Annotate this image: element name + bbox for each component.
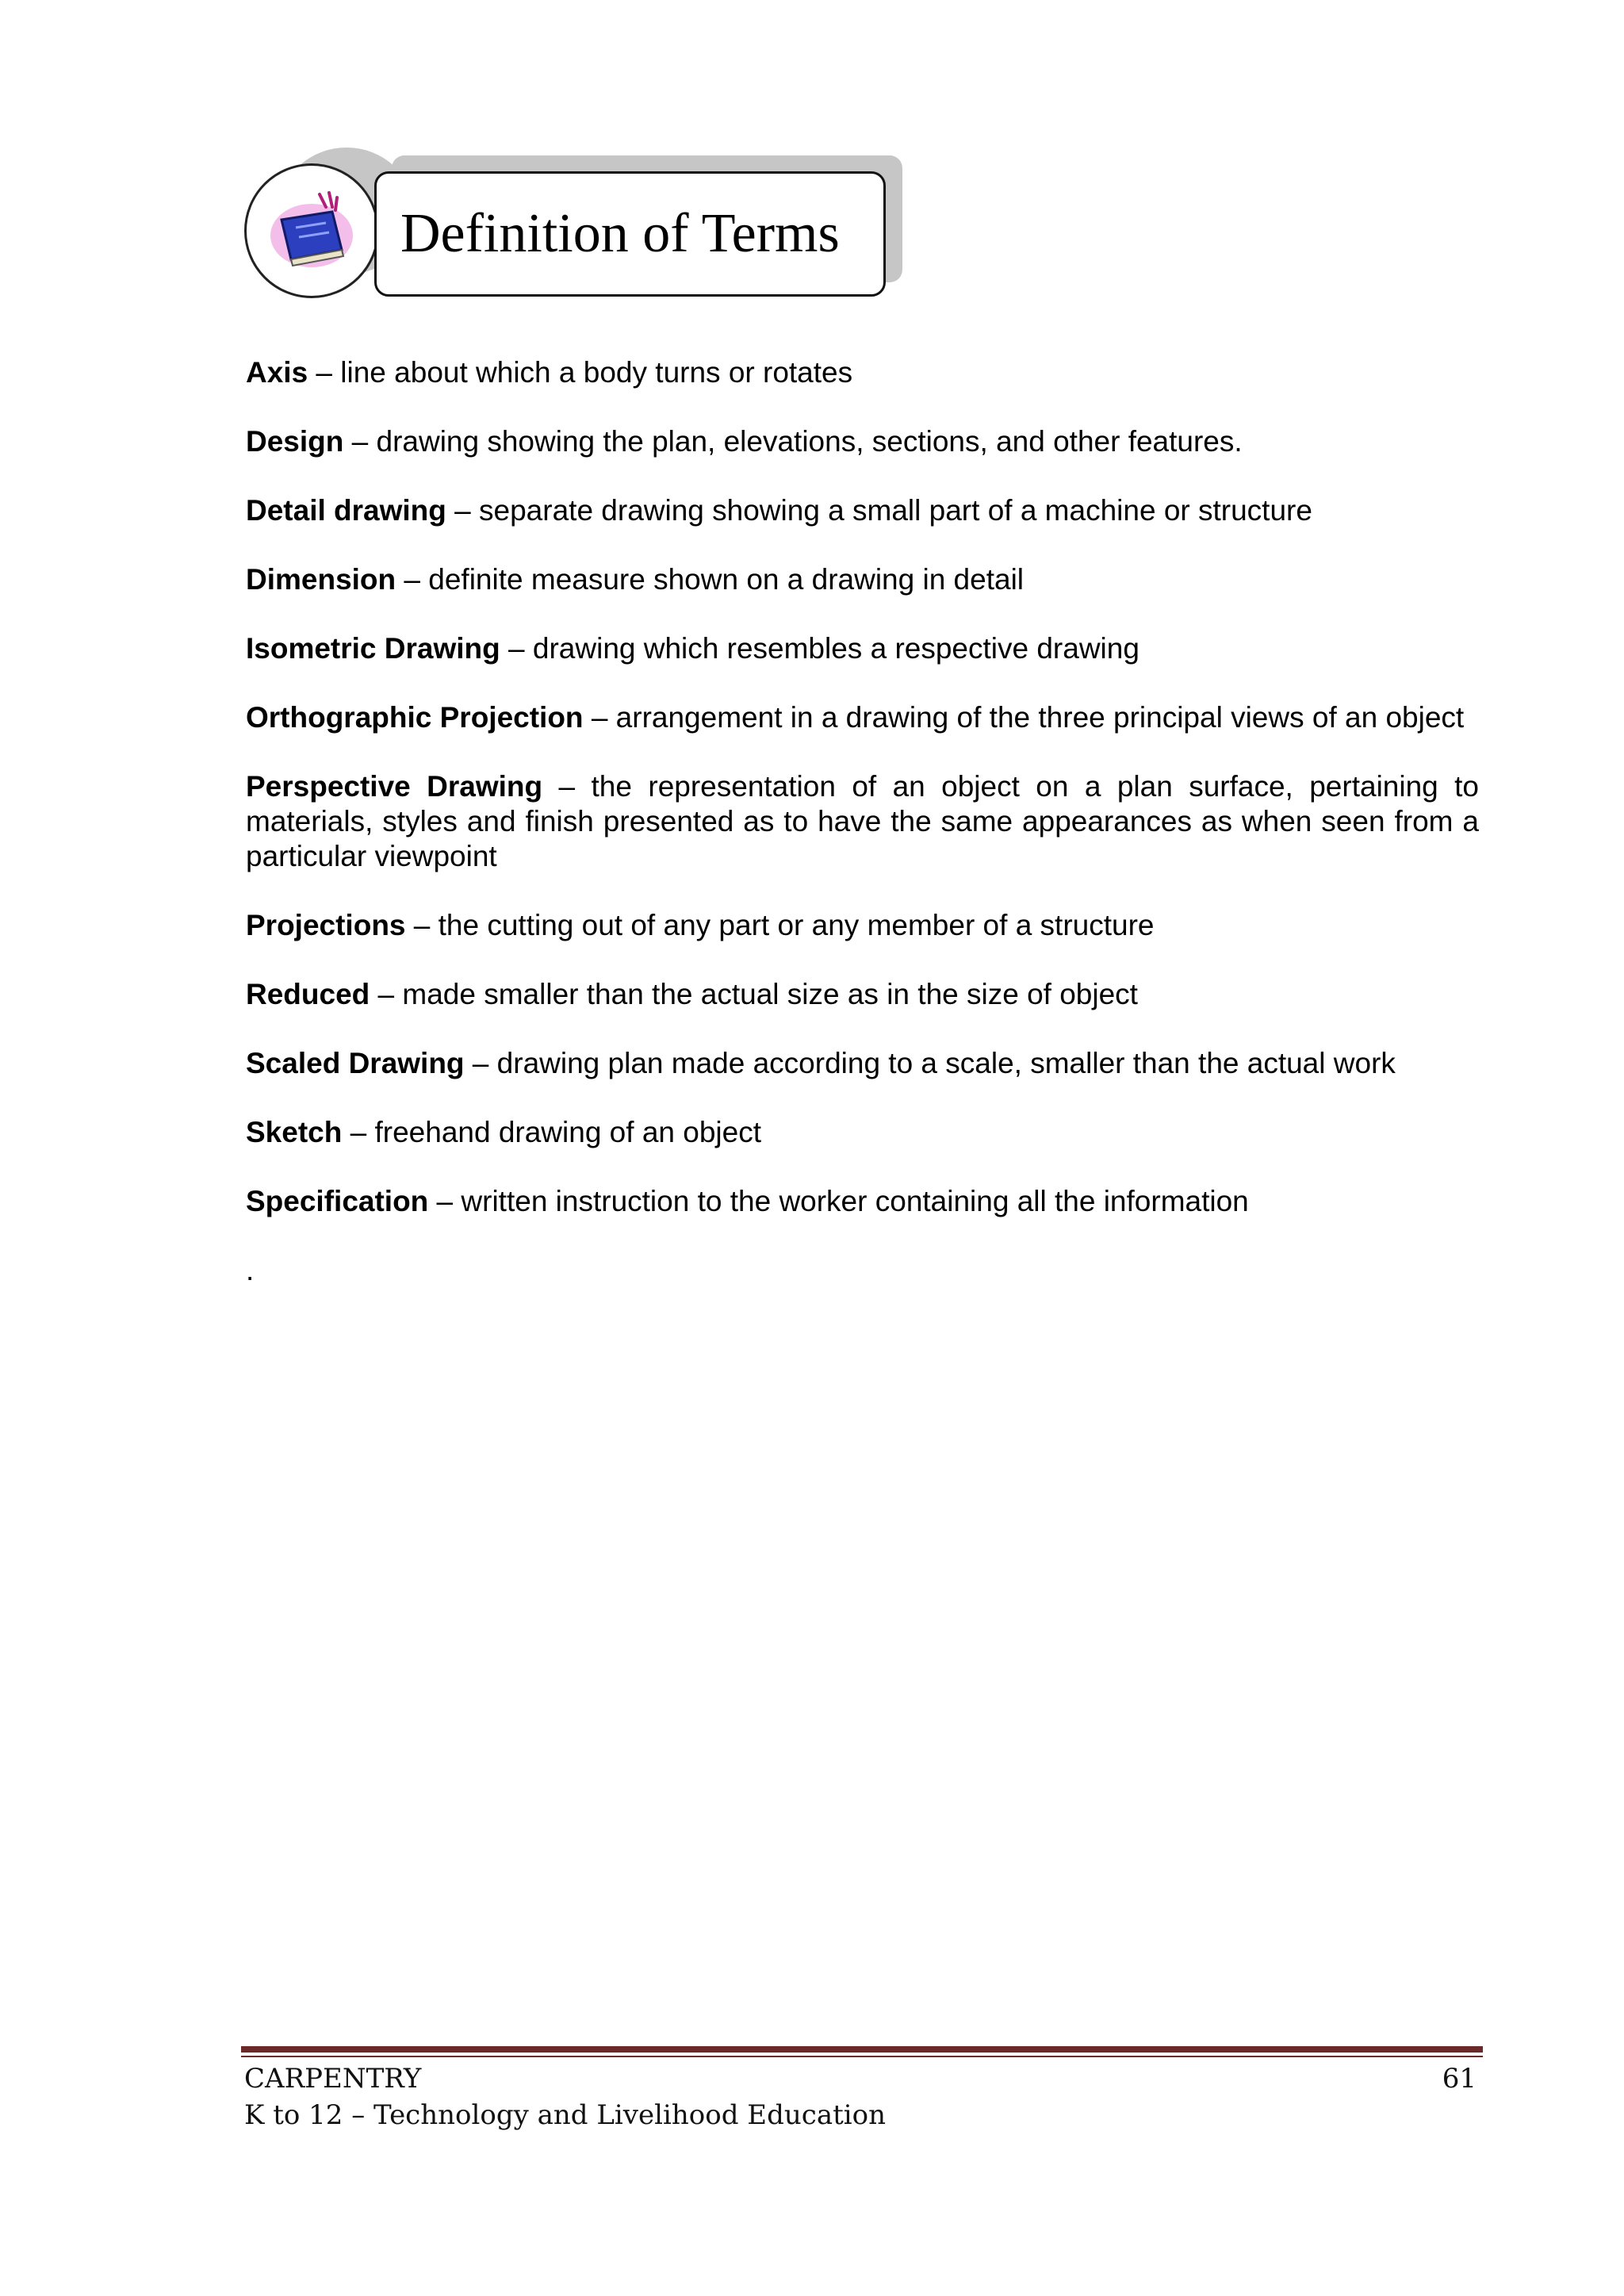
term-definition: – drawing which resembles a respective drawing bbox=[500, 632, 1139, 665]
term-label: Reduced bbox=[246, 978, 370, 1010]
definition-entry bbox=[246, 1115, 1479, 1150]
book-icon bbox=[264, 183, 359, 278]
header-icon-circle bbox=[244, 163, 379, 298]
term-definition: – arrangement in a drawing of the three principal views of an object bbox=[583, 701, 1465, 734]
definition-entry bbox=[246, 977, 1479, 1012]
term-label: Projections bbox=[246, 909, 406, 941]
term-label: Orthographic Projection bbox=[246, 701, 584, 734]
definition-entry bbox=[246, 562, 1479, 597]
section-header bbox=[244, 148, 902, 306]
term-label: Perspective Drawing bbox=[246, 770, 543, 803]
term-label: Isometric Drawing bbox=[246, 632, 500, 665]
definition-entry bbox=[246, 355, 1479, 390]
term-definition: – definite measure shown on a drawing in detail bbox=[396, 563, 1025, 596]
definition-entry bbox=[246, 631, 1479, 666]
page-number: 61 bbox=[1442, 2063, 1477, 2095]
term-definition: – the representation of an object on a plan surface, pertaining to materials, styles and finish presented as to have the same appearances as when seen from a particular viewpoint bbox=[246, 770, 1480, 872]
footer-rule-thin bbox=[241, 2056, 1483, 2057]
term-label: Scaled Drawing bbox=[246, 1047, 465, 1079]
footer-subject: CARPENTRY bbox=[244, 2063, 422, 2095]
trailing-mark: . bbox=[246, 1254, 255, 1286]
definition-entry bbox=[246, 1046, 1479, 1081]
term-definition: – written instruction to the worker containing all the information bbox=[428, 1185, 1249, 1217]
term-definition: – drawing plan made according to a scale, smaller than the actual work bbox=[464, 1047, 1396, 1079]
definition-entry bbox=[246, 493, 1479, 528]
definition-entry bbox=[246, 908, 1479, 943]
term-definition: – the cutting out of any part or any member of a structure bbox=[405, 909, 1155, 941]
page-title: Definition of Terms bbox=[400, 203, 840, 264]
term-definition: – freehand drawing of an object bbox=[342, 1116, 761, 1148]
footer-rule bbox=[241, 2046, 1483, 2053]
title-box bbox=[374, 171, 886, 297]
term-label: Specification bbox=[246, 1185, 429, 1217]
term-label: Design bbox=[246, 425, 344, 458]
definition-entry bbox=[246, 1184, 1479, 1219]
term-label: Detail drawing bbox=[246, 494, 446, 527]
definition-entry bbox=[246, 424, 1479, 459]
definition-entry bbox=[246, 769, 1479, 874]
term-label: Axis bbox=[246, 356, 308, 389]
term-definition: – drawing showing the plan, elevations, sections, and other features. bbox=[343, 425, 1243, 458]
term-definition: – separate drawing showing a small part of a machine or structure bbox=[446, 494, 1312, 527]
term-definition: – line about which a body turns or rotates bbox=[308, 356, 853, 389]
definitions-list bbox=[246, 355, 1479, 1288]
definition-entry bbox=[246, 700, 1479, 735]
footer-left bbox=[244, 2060, 886, 2133]
term-label: Sketch bbox=[246, 1116, 343, 1148]
footer-course: K to 12 – Technology and Livelihood Education bbox=[244, 2099, 886, 2131]
term-definition: – made smaller than the actual size as in the size of object bbox=[370, 978, 1138, 1010]
term-label: Dimension bbox=[246, 563, 396, 596]
